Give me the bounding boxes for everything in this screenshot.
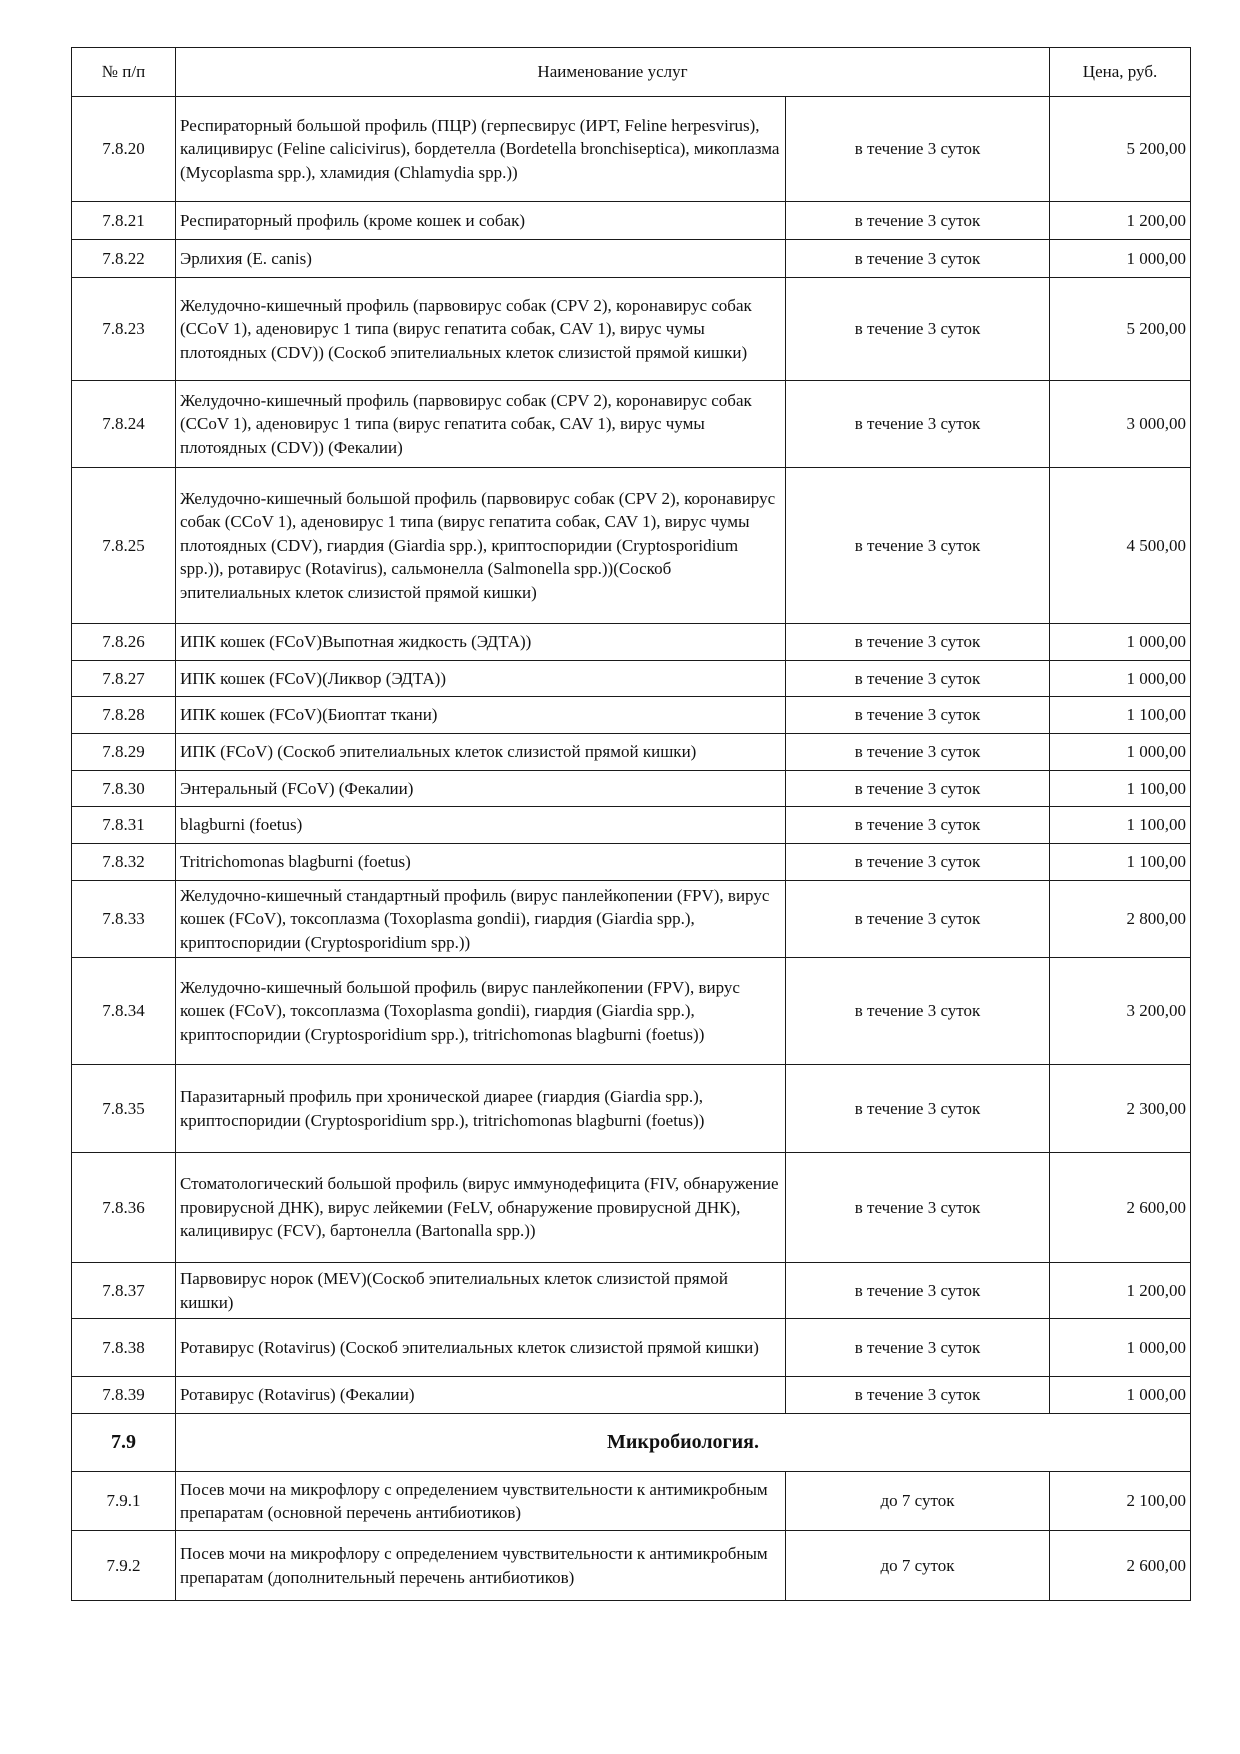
- item-number: 7.8.28: [72, 697, 176, 734]
- table-row: [72, 1472, 1191, 1531]
- item-name: ИПК (FCoV) (Соскоб эпителиальных клеток слизистой прямой кишки): [176, 734, 786, 771]
- item-name: Респираторный профиль (кроме кошек и собак): [176, 202, 786, 240]
- item-term: в течение 3 суток: [786, 624, 1050, 661]
- item-price: 1 000,00: [1050, 1319, 1191, 1377]
- table-row: [72, 381, 1191, 468]
- item-price: 1 100,00: [1050, 807, 1191, 844]
- item-term: в течение 3 суток: [786, 1377, 1050, 1414]
- item-number: 7.8.30: [72, 771, 176, 807]
- table-body: [72, 97, 1191, 1601]
- item-term: в течение 3 суток: [786, 1319, 1050, 1377]
- item-name: Желудочно-кишечный профиль (парвовирус собак (CPV 2), коронавирус собак (CCoV 1), аденовирус 1 типа (вирус гепатита собак, CAV 1), вирус чумы плотоядных (CDV)) (Фекалии): [176, 381, 786, 468]
- table-header-row: [72, 48, 1191, 97]
- item-name: ИПК кошек (FCoV)(Биоптат ткани): [176, 697, 786, 734]
- item-number: 7.8.33: [72, 881, 176, 958]
- item-term: в течение 3 суток: [786, 1263, 1050, 1319]
- item-name: Желудочно-кишечный большой профиль (парвовирус собак (CPV 2), коронавирус собак (CCoV 1), аденовирус 1 типа (вирус гепатита собак, CAV 1), вирус чумы плотоядных (CDV), гиардия (Giardia spp.), криптоспоридии (Cryptosporidium spp.)), ротавирус (Rotavirus), сальмонелла (Salmonella spp.))(Соскоб эпителиальных клеток слизистой прямой кишки): [176, 468, 786, 624]
- item-term: в течение 3 суток: [786, 1065, 1050, 1153]
- table-row: [72, 202, 1191, 240]
- item-name: Парвовирус норок (MEV)(Соскоб эпителиальных клеток слизистой прямой кишки): [176, 1263, 786, 1319]
- header-service-name: Наименование услуг: [176, 48, 1050, 97]
- item-price: 5 200,00: [1050, 97, 1191, 202]
- item-number: 7.8.26: [72, 624, 176, 661]
- item-name: Стоматологический большой профиль (вирус иммунодефицита (FIV, обнаружение провирусной ДНК), вирус лейкемии (FeLV, обнаружение провирусной ДНК), калицивирус (FCV), бартонелла (Bartonalla spp.)): [176, 1153, 786, 1263]
- item-name: Желудочно-кишечный профиль (парвовирус собак (CPV 2), коронавирус собак (CCoV 1), аденовирус 1 типа (вирус гепатита собак, CAV 1), вирус чумы плотоядных (CDV)) (Соскоб эпителиальных клеток слизистой прямой кишки): [176, 278, 786, 381]
- item-price: 3 000,00: [1050, 381, 1191, 468]
- table-row: [72, 881, 1191, 958]
- item-term: в течение 3 суток: [786, 661, 1050, 697]
- item-name: Ротавирус (Rotavirus) (Фекалии): [176, 1377, 786, 1414]
- item-term: в течение 3 суток: [786, 771, 1050, 807]
- table-row: [72, 1153, 1191, 1263]
- table-row: [72, 1065, 1191, 1153]
- item-price: 4 500,00: [1050, 468, 1191, 624]
- item-number: 7.8.25: [72, 468, 176, 624]
- item-term: в течение 3 суток: [786, 807, 1050, 844]
- table-row: [72, 1319, 1191, 1377]
- item-name: blagburni (foetus): [176, 807, 786, 844]
- item-number: 7.8.21: [72, 202, 176, 240]
- table-row: [72, 1377, 1191, 1414]
- table-row: [72, 278, 1191, 381]
- table-row: [72, 97, 1191, 202]
- item-number: 7.8.34: [72, 958, 176, 1065]
- item-number: 7.8.23: [72, 278, 176, 381]
- item-number: 7.8.31: [72, 807, 176, 844]
- table-row: [72, 734, 1191, 771]
- item-name: Респираторный большой профиль (ПЦР) (герпесвирус (ИРТ, Feline herpesvirus), калицивирус (Feline calicivirus), бордетелла (Bordetella bronchiseptica), микоплазма (Mycoplasma spp.), хламидия (Chlamydia spp.)): [176, 97, 786, 202]
- item-number: 7.8.37: [72, 1263, 176, 1319]
- section-title: Микробиология.: [176, 1414, 1191, 1472]
- item-price: 2 600,00: [1050, 1531, 1191, 1601]
- item-term: в течение 3 суток: [786, 734, 1050, 771]
- table-row: [72, 661, 1191, 697]
- header-number: № п/п: [72, 48, 176, 97]
- item-term: в течение 3 суток: [786, 844, 1050, 881]
- item-price: 1 000,00: [1050, 661, 1191, 697]
- item-term: в течение 3 суток: [786, 958, 1050, 1065]
- table-row: [72, 807, 1191, 844]
- item-number: 7.8.39: [72, 1377, 176, 1414]
- item-number: 7.8.22: [72, 240, 176, 278]
- item-name: ИПК кошек (FCoV)(Ликвор (ЭДТА)): [176, 661, 786, 697]
- item-name: Желудочно-кишечный стандартный профиль (вирус панлейкопении (FPV), вирус кошек (FCoV), токсоплазма (Toxoplasma gondii), гиардия (Giardia spp.), криптоспоридии (Cryptosporidium spp.)): [176, 881, 786, 958]
- item-price: 2 800,00: [1050, 881, 1191, 958]
- item-term: в течение 3 суток: [786, 881, 1050, 958]
- item-name: Посев мочи на микрофлору с определением чувствительности к антимикробным препаратам (дополнительный перечень антибиотиков): [176, 1531, 786, 1601]
- item-name: Ротавирус (Rotavirus) (Соскоб эпителиальных клеток слизистой прямой кишки): [176, 1319, 786, 1377]
- item-price: 1 000,00: [1050, 734, 1191, 771]
- item-name: Энтеральный (FCoV) (Фекалии): [176, 771, 786, 807]
- item-number: 7.8.24: [72, 381, 176, 468]
- table-row: [72, 958, 1191, 1065]
- item-number: 7.9.2: [72, 1531, 176, 1601]
- item-price: 3 200,00: [1050, 958, 1191, 1065]
- item-price: 2 100,00: [1050, 1472, 1191, 1531]
- section-header-row: [72, 1414, 1191, 1472]
- item-name: Эрлихия (E. canis): [176, 240, 786, 278]
- item-price: 2 300,00: [1050, 1065, 1191, 1153]
- item-price: 1 000,00: [1050, 1377, 1191, 1414]
- item-price: 5 200,00: [1050, 278, 1191, 381]
- item-price: 1 100,00: [1050, 697, 1191, 734]
- item-name: Посев мочи на микрофлору с определением чувствительности к антимикробным препаратам (основной перечень антибиотиков): [176, 1472, 786, 1531]
- table-row: [72, 771, 1191, 807]
- item-term: в течение 3 суток: [786, 97, 1050, 202]
- price-list-table: [71, 47, 1191, 1601]
- item-term: в течение 3 суток: [786, 240, 1050, 278]
- item-number: 7.8.32: [72, 844, 176, 881]
- item-term: до 7 суток: [786, 1472, 1050, 1531]
- item-number: 7.8.35: [72, 1065, 176, 1153]
- item-term: в течение 3 суток: [786, 1153, 1050, 1263]
- table-row: [72, 844, 1191, 881]
- item-name: ИПК кошек (FCoV)Выпотная жидкость (ЭДТА)): [176, 624, 786, 661]
- item-name: Tritrichomonas blagburni (foetus): [176, 844, 786, 881]
- item-term: до 7 суток: [786, 1531, 1050, 1601]
- item-term: в течение 3 суток: [786, 202, 1050, 240]
- item-price: 1 000,00: [1050, 240, 1191, 278]
- item-price: 1 200,00: [1050, 1263, 1191, 1319]
- table-row: [72, 1263, 1191, 1319]
- table-row: [72, 1531, 1191, 1601]
- item-number: 7.8.36: [72, 1153, 176, 1263]
- item-name: Паразитарный профиль при хронической диарее (гиардия (Giardia spp.), криптоспоридии (Cryptosporidium spp.), tritrichomonas blagburni (foetus)): [176, 1065, 786, 1153]
- item-price: 1 200,00: [1050, 202, 1191, 240]
- item-number: 7.8.27: [72, 661, 176, 697]
- table-row: [72, 624, 1191, 661]
- table-row: [72, 468, 1191, 624]
- item-term: в течение 3 суток: [786, 381, 1050, 468]
- section-number: 7.9: [72, 1414, 176, 1472]
- item-term: в течение 3 суток: [786, 697, 1050, 734]
- item-number: 7.8.38: [72, 1319, 176, 1377]
- table-row: [72, 697, 1191, 734]
- item-term: в течение 3 суток: [786, 278, 1050, 381]
- item-number: 7.8.29: [72, 734, 176, 771]
- header-price: Цена, руб.: [1050, 48, 1191, 97]
- item-price: 2 600,00: [1050, 1153, 1191, 1263]
- item-name: Желудочно-кишечный большой профиль (вирус панлейкопении (FPV), вирус кошек (FCoV), токсоплазма (Toxoplasma gondii), гиардия (Giardia spp.), криптоспоридии (Cryptosporidium spp.), tritrichomonas blagburni (foetus)): [176, 958, 786, 1065]
- item-price: 1 100,00: [1050, 844, 1191, 881]
- item-price: 1 000,00: [1050, 624, 1191, 661]
- item-term: в течение 3 суток: [786, 468, 1050, 624]
- table-row: [72, 240, 1191, 278]
- item-price: 1 100,00: [1050, 771, 1191, 807]
- item-number: 7.8.20: [72, 97, 176, 202]
- item-number: 7.9.1: [72, 1472, 176, 1531]
